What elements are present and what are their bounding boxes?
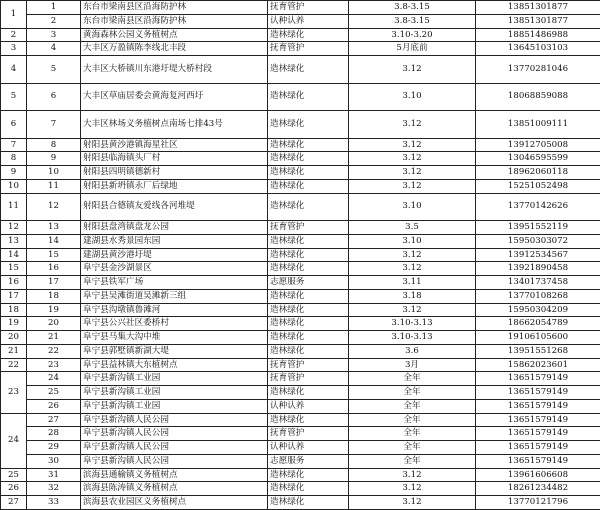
activity-date-cell: 3.12 — [349, 179, 476, 193]
group-number-cell: 19 — [1, 317, 27, 331]
contact-phone-cell: 13770121796 — [476, 496, 600, 510]
sequence-number-cell: 22 — [27, 344, 81, 358]
table-row — [1, 152, 600, 166]
group-number-cell: 15 — [1, 262, 27, 276]
activity-date-cell: 3.12 — [349, 496, 476, 510]
sequence-number-cell: 11 — [27, 179, 81, 193]
activity-date-cell: 3.12 — [349, 482, 476, 496]
group-number-cell: 24 — [1, 413, 27, 468]
contact-phone-cell: 13651579149 — [476, 386, 600, 400]
table-row — [1, 358, 600, 372]
planting-site-cell: 黄海森林公园义务植树点 — [81, 28, 268, 42]
activity-type-cell: 造林绿化 — [268, 496, 349, 510]
activity-date-cell: 3.12 — [349, 166, 476, 180]
table-row — [1, 331, 600, 345]
table-row — [1, 262, 600, 276]
sequence-number-cell: 3 — [27, 28, 81, 42]
group-number-cell: 3 — [1, 42, 27, 56]
contact-phone-cell: 18068859088 — [476, 83, 600, 111]
sequence-number-cell: 2 — [27, 14, 81, 28]
contact-phone-cell: 13046595599 — [476, 152, 600, 166]
contact-phone-cell: 18261234482 — [476, 482, 600, 496]
table-row — [1, 413, 600, 427]
activity-type-cell: 造林绿化 — [268, 193, 349, 221]
sequence-number-cell: 1 — [27, 1, 81, 15]
activity-date-cell: 全年 — [349, 441, 476, 455]
sequence-number-cell: 10 — [27, 166, 81, 180]
table-row — [1, 289, 600, 303]
planting-site-cell: 大丰区万盈镇陈李线北丰段 — [81, 42, 268, 56]
sequence-number-cell: 26 — [27, 399, 81, 413]
activity-type-cell: 造林绿化 — [268, 28, 349, 42]
group-number-cell: 10 — [1, 179, 27, 193]
activity-date-cell: 3.18 — [349, 289, 476, 303]
table-row — [1, 468, 600, 482]
sequence-number-cell: 12 — [27, 193, 81, 221]
sequence-number-cell: 6 — [27, 83, 81, 111]
table-row — [1, 303, 600, 317]
activity-date-cell: 3月 — [349, 358, 476, 372]
activity-date-cell: 3.12 — [349, 138, 476, 152]
activity-date-cell: 3.8-3.15 — [349, 14, 476, 28]
table-row — [1, 221, 600, 235]
activity-date-cell: 3.10-3.13 — [349, 317, 476, 331]
table-row — [1, 372, 600, 386]
group-number-cell: 18 — [1, 303, 27, 317]
sequence-number-cell: 14 — [27, 234, 81, 248]
group-number-cell: 21 — [1, 344, 27, 358]
planting-site-cell: 阜宁县吴滩街道吴滩新三组 — [81, 289, 268, 303]
activity-type-cell: 抚育管护 — [268, 372, 349, 386]
activity-type-cell: 造林绿化 — [268, 111, 349, 139]
group-number-cell: 14 — [1, 248, 27, 262]
contact-phone-cell: 13770142626 — [476, 193, 600, 221]
sequence-number-cell: 27 — [27, 413, 81, 427]
activity-type-cell: 抚育管护 — [268, 427, 349, 441]
table-row — [1, 179, 600, 193]
group-number-cell: 1 — [1, 1, 27, 29]
table-row — [1, 14, 600, 28]
contact-phone-cell: 13651579149 — [476, 427, 600, 441]
activity-type-cell: 造林绿化 — [268, 179, 349, 193]
activity-date-cell: 全年 — [349, 427, 476, 441]
activity-date-cell: 3.10-3.13 — [349, 331, 476, 345]
planting-site-cell: 东台市梁南县区沿海防护林 — [81, 14, 268, 28]
table-row — [1, 427, 600, 441]
group-number-cell: 16 — [1, 276, 27, 290]
contact-phone-cell: 13912705008 — [476, 138, 600, 152]
sequence-number-cell: 21 — [27, 331, 81, 345]
activity-date-cell: 3.6 — [349, 344, 476, 358]
activity-date-cell: 全年 — [349, 413, 476, 427]
group-number-cell: 5 — [1, 83, 27, 111]
table-row — [1, 386, 600, 400]
planting-site-cell: 阜宁县新沟镇人民公园 — [81, 454, 268, 468]
activity-date-cell: 3.11 — [349, 276, 476, 290]
sequence-number-cell: 28 — [27, 427, 81, 441]
sequence-number-cell: 23 — [27, 358, 81, 372]
activity-type-cell: 志愿服务 — [268, 454, 349, 468]
contact-phone-cell: 13951552119 — [476, 221, 600, 235]
contact-phone-cell: 19106105600 — [476, 331, 600, 345]
activity-type-cell: 认种认养 — [268, 441, 349, 455]
contact-phone-cell: 18962060118 — [476, 166, 600, 180]
planting-site-cell: 阜宁县新沟镇工业园 — [81, 386, 268, 400]
activity-date-cell: 全年 — [349, 386, 476, 400]
activity-type-cell: 造林绿化 — [268, 344, 349, 358]
sequence-number-cell: 5 — [27, 56, 81, 84]
planting-site-cell: 射阳县盘湾镇盘龙公园 — [81, 221, 268, 235]
activity-date-cell: 3.12 — [349, 248, 476, 262]
contact-phone-cell: 18851486988 — [476, 28, 600, 42]
contact-phone-cell: 13921890458 — [476, 262, 600, 276]
planting-site-cell: 阜宁县新沟镇工业园 — [81, 399, 268, 413]
activity-date-cell: 3.10 — [349, 193, 476, 221]
planting-site-cell: 阜宁县铁军广场 — [81, 276, 268, 290]
planting-site-cell: 阜宁县新沟镇人民公园 — [81, 427, 268, 441]
contact-phone-cell: 13401737458 — [476, 276, 600, 290]
sequence-number-cell: 19 — [27, 303, 81, 317]
activity-date-cell: 3.10 — [349, 234, 476, 248]
contact-phone-cell: 13851301877 — [476, 1, 600, 15]
activity-type-cell: 抚育管护 — [268, 1, 349, 15]
activity-type-cell: 造林绿化 — [268, 56, 349, 84]
activity-type-cell: 造林绿化 — [268, 248, 349, 262]
contact-phone-cell: 13851301877 — [476, 14, 600, 28]
planting-site-cell: 射阳县黄沙港镇海星社区 — [81, 138, 268, 152]
table-row — [1, 111, 600, 139]
planting-site-cell: 大丰区草庙居委会黄海复河西圩 — [81, 83, 268, 111]
activity-type-cell: 造林绿化 — [268, 166, 349, 180]
planting-site-cell: 东台市梁南县区沿海防护林 — [81, 1, 268, 15]
sequence-number-cell: 24 — [27, 372, 81, 386]
activity-date-cell: 3.12 — [349, 56, 476, 84]
group-number-cell: 13 — [1, 234, 27, 248]
contact-phone-cell: 13651579149 — [476, 441, 600, 455]
planting-site-cell: 建湖县水秀景园东园 — [81, 234, 268, 248]
table-row — [1, 193, 600, 221]
activity-type-cell: 造林绿化 — [268, 317, 349, 331]
group-number-cell: 8 — [1, 152, 27, 166]
planting-site-cell: 阜宁县新沟镇工业园 — [81, 372, 268, 386]
sequence-number-cell: 9 — [27, 152, 81, 166]
group-number-cell: 26 — [1, 482, 27, 496]
group-number-cell: 27 — [1, 496, 27, 510]
planting-site-cell: 大丰区林场义务植树点南场七排43号 — [81, 111, 268, 139]
sequence-number-cell: 32 — [27, 482, 81, 496]
contact-phone-cell: 13651579149 — [476, 372, 600, 386]
activity-type-cell: 造林绿化 — [268, 152, 349, 166]
activity-type-cell: 认种认养 — [268, 14, 349, 28]
activity-date-cell: 5月底前 — [349, 42, 476, 56]
contact-phone-cell: 13961606608 — [476, 468, 600, 482]
sequence-number-cell: 8 — [27, 138, 81, 152]
group-number-cell: 6 — [1, 111, 27, 139]
table-row — [1, 317, 600, 331]
group-number-cell: 22 — [1, 358, 27, 372]
table-row — [1, 344, 600, 358]
activity-type-cell: 抚育管护 — [268, 358, 349, 372]
sequence-number-cell: 25 — [27, 386, 81, 400]
planting-site-cell: 阜宁县郭墅镇新湖大堤 — [81, 344, 268, 358]
contact-phone-cell: 13651579149 — [476, 454, 600, 468]
activity-date-cell: 全年 — [349, 454, 476, 468]
contact-phone-cell: 15251052498 — [476, 179, 600, 193]
contact-phone-cell: 13951551268 — [476, 344, 600, 358]
activity-type-cell: 造林绿化 — [268, 468, 349, 482]
activity-type-cell: 造林绿化 — [268, 303, 349, 317]
table-row — [1, 496, 600, 510]
activity-type-cell: 造林绿化 — [268, 83, 349, 111]
planting-site-cell: 阜宁县马集大沟中堆 — [81, 331, 268, 345]
group-number-cell: 20 — [1, 331, 27, 345]
schedule-table-body — [1, 1, 600, 510]
planting-site-cell: 射阳县四明镇德新村 — [81, 166, 268, 180]
table-row — [1, 138, 600, 152]
activity-type-cell: 造林绿化 — [268, 331, 349, 345]
activity-date-cell: 3.12 — [349, 152, 476, 166]
planting-site-cell: 滨海县通榆镇义务植树点 — [81, 468, 268, 482]
planting-site-cell: 阜宁县新沟镇人民公园 — [81, 441, 268, 455]
activity-type-cell: 造林绿化 — [268, 138, 349, 152]
activity-date-cell: 3.5 — [349, 221, 476, 235]
group-number-cell: 17 — [1, 289, 27, 303]
table-row — [1, 42, 600, 56]
group-number-cell: 23 — [1, 372, 27, 413]
group-number-cell: 12 — [1, 221, 27, 235]
planting-site-cell: 大丰区大桥镇川东港圩堤大桥村段 — [81, 56, 268, 84]
group-number-cell: 2 — [1, 28, 27, 42]
activity-type-cell: 志愿服务 — [268, 276, 349, 290]
planting-site-cell: 阜宁县金沙湖景区 — [81, 262, 268, 276]
activity-date-cell: 3.10 — [349, 83, 476, 111]
planting-site-cell: 阜宁县益林镇大东植树点 — [81, 358, 268, 372]
activity-date-cell: 全年 — [349, 372, 476, 386]
planting-site-cell: 滨海县农业园区义务植树点 — [81, 496, 268, 510]
group-number-cell: 9 — [1, 166, 27, 180]
contact-phone-cell: 15862023601 — [476, 358, 600, 372]
table-row — [1, 83, 600, 111]
sequence-number-cell: 31 — [27, 468, 81, 482]
table-row — [1, 28, 600, 42]
contact-phone-cell: 13651579149 — [476, 413, 600, 427]
activity-type-cell: 抚育管护 — [268, 42, 349, 56]
sequence-number-cell: 29 — [27, 441, 81, 455]
table-row — [1, 482, 600, 496]
activity-type-cell: 造林绿化 — [268, 289, 349, 303]
sequence-number-cell: 20 — [27, 317, 81, 331]
planting-site-cell: 射阳县临海镇头厂村 — [81, 152, 268, 166]
group-number-cell: 11 — [1, 193, 27, 221]
activity-date-cell: 全年 — [349, 399, 476, 413]
activity-date-cell: 3.10-3.20 — [349, 28, 476, 42]
table-row — [1, 56, 600, 84]
activity-date-cell: 3.12 — [349, 303, 476, 317]
activity-date-cell: 3.8-3.15 — [349, 1, 476, 15]
sequence-number-cell: 13 — [27, 221, 81, 235]
contact-phone-cell: 13912534567 — [476, 248, 600, 262]
planting-site-cell: 建湖县黄沙港圩堤 — [81, 248, 268, 262]
activity-date-cell: 3.12 — [349, 262, 476, 276]
contact-phone-cell: 18662054789 — [476, 317, 600, 331]
sequence-number-cell: 33 — [27, 496, 81, 510]
sequence-number-cell: 7 — [27, 111, 81, 139]
table-row — [1, 399, 600, 413]
contact-phone-cell: 13770108268 — [476, 289, 600, 303]
group-number-cell: 4 — [1, 56, 27, 84]
table-row — [1, 276, 600, 290]
table-row — [1, 234, 600, 248]
activity-date-cell: 3.12 — [349, 111, 476, 139]
sequence-number-cell: 4 — [27, 42, 81, 56]
activity-type-cell: 造林绿化 — [268, 234, 349, 248]
planting-site-cell: 阜宁县沟墩镇鲁滩河 — [81, 303, 268, 317]
sequence-number-cell: 30 — [27, 454, 81, 468]
table-row — [1, 454, 600, 468]
contact-phone-cell: 13851009111 — [476, 111, 600, 139]
contact-phone-cell: 15950303072 — [476, 234, 600, 248]
activity-type-cell: 造林绿化 — [268, 413, 349, 427]
activity-type-cell: 造林绿化 — [268, 482, 349, 496]
sequence-number-cell: 15 — [27, 248, 81, 262]
activity-type-cell: 造林绿化 — [268, 262, 349, 276]
sequence-number-cell: 17 — [27, 276, 81, 290]
contact-phone-cell: 13645103103 — [476, 42, 600, 56]
table-row — [1, 441, 600, 455]
table-row — [1, 166, 600, 180]
group-number-cell: 7 — [1, 138, 27, 152]
planting-site-cell: 滨海县陈涛镇义务植树点 — [81, 482, 268, 496]
activity-date-cell: 3.12 — [349, 468, 476, 482]
activity-type-cell: 造林绿化 — [268, 386, 349, 400]
sequence-number-cell: 16 — [27, 262, 81, 276]
planting-site-cell: 阜宁县新沟镇人民公园 — [81, 413, 268, 427]
table-row — [1, 1, 600, 15]
activity-type-cell: 抚育管护 — [268, 221, 349, 235]
group-number-cell: 25 — [1, 468, 27, 482]
contact-phone-cell: 13651579149 — [476, 399, 600, 413]
planting-site-cell: 阜宁县公兴社区委桥村 — [81, 317, 268, 331]
sequence-number-cell: 18 — [27, 289, 81, 303]
table-row — [1, 248, 600, 262]
contact-phone-cell: 15950304209 — [476, 303, 600, 317]
planting-site-cell: 射阳县新坍镇永厂后绿地 — [81, 179, 268, 193]
contact-phone-cell: 13770281046 — [476, 56, 600, 84]
planting-site-cell: 射阳县合德镇友爱线各河堆堤 — [81, 193, 268, 221]
activity-type-cell: 认种认养 — [268, 399, 349, 413]
